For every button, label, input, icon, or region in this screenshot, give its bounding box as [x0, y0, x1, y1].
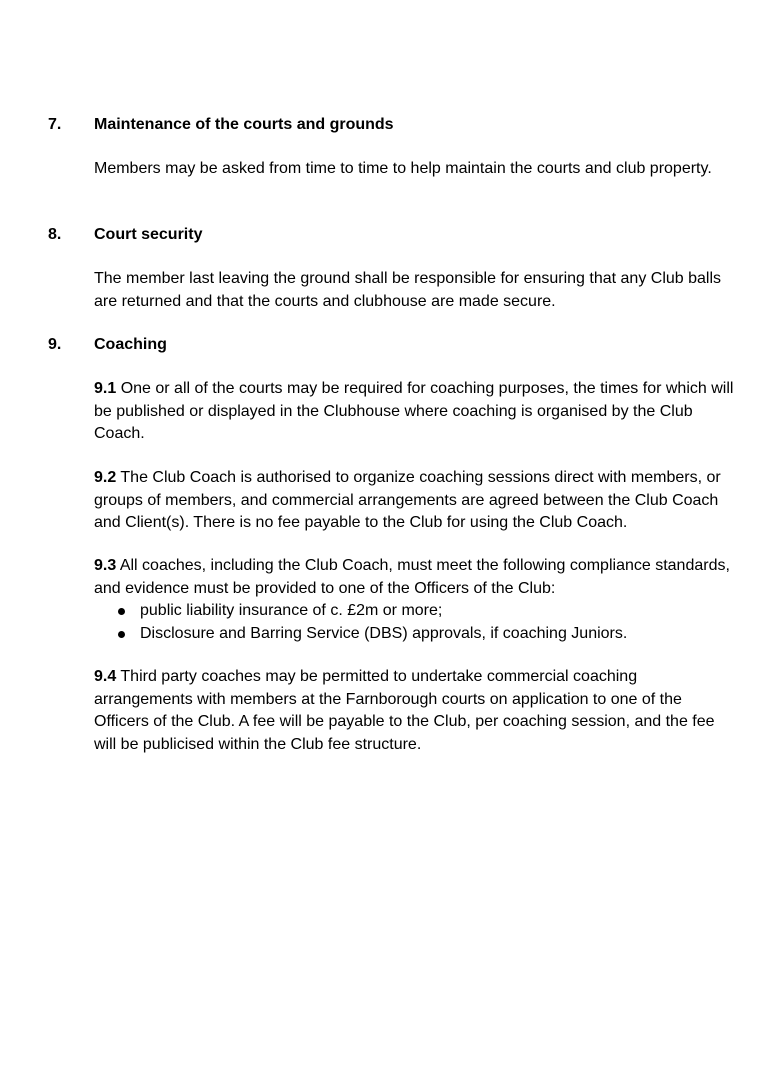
section-heading	[0, 224, 768, 246]
bullet-icon	[118, 631, 125, 638]
subsection-9-3	[94, 555, 734, 600]
section-9	[0, 334, 768, 753]
section-8	[0, 224, 768, 310]
section-number: 7.	[48, 116, 62, 133]
subsection-text: One or all of the courts may be required for coaching purposes, the times for which will be published or displayed in the Clubhouse where coaching is organised by the Club Coach.	[94, 380, 734, 442]
subsection-label: 9.3	[94, 557, 117, 574]
subsection-text: Third party coaches may be permitted to undertake commercial coaching arrangements with members at the Farnborough courts on application to one of the Officers of the Club. A fee will be payable to the Club, per coaching session, and the fee will be publicised within the Club fee structure.	[94, 668, 715, 753]
subsection-9-4	[94, 666, 734, 756]
subsection-text: All coaches, including the Club Coach, must meet the following compliance standards, and evidence must be provided to one of the Officers of the Club:	[94, 557, 730, 597]
section-number: 8.	[48, 226, 62, 243]
list-item-text: Disclosure and Barring Service (DBS) approvals, if coaching Juniors.	[140, 624, 628, 642]
subsection-9-1	[94, 378, 734, 446]
subsection-9-2	[94, 467, 734, 535]
compliance-list	[94, 600, 734, 645]
section-7	[0, 114, 768, 177]
section-number: 9.	[48, 336, 62, 353]
subsection-label: 9.1	[94, 380, 117, 397]
subsection-label: 9.2	[94, 469, 117, 486]
section-body: Members may be asked from time to time to help maintain the courts and club property.	[94, 160, 712, 177]
list-item-text: public liability insurance of c. £2m or more;	[140, 602, 443, 619]
subsection-text: The Club Coach is authorised to organize coaching sessions direct with members, or groups of members, and commercial arrangements are agreed between the Club Coach and Client(s). There is no fee payable to the Club for using the Club Coach.	[94, 469, 721, 531]
section-body: The member last leaving the ground shall be responsible for ensuring that any Club balls are returned and that the courts and clubhouse are made secure.	[94, 270, 722, 310]
section-title: Coaching	[94, 336, 167, 353]
subsection-label: 9.4	[94, 668, 117, 685]
section-title: Maintenance of the courts and grounds	[94, 116, 394, 133]
list-item	[94, 623, 734, 646]
section-heading	[0, 334, 768, 356]
section-title: Court security	[94, 226, 203, 243]
section-heading	[0, 114, 768, 136]
list-item	[94, 600, 734, 623]
bullet-icon	[118, 608, 125, 615]
